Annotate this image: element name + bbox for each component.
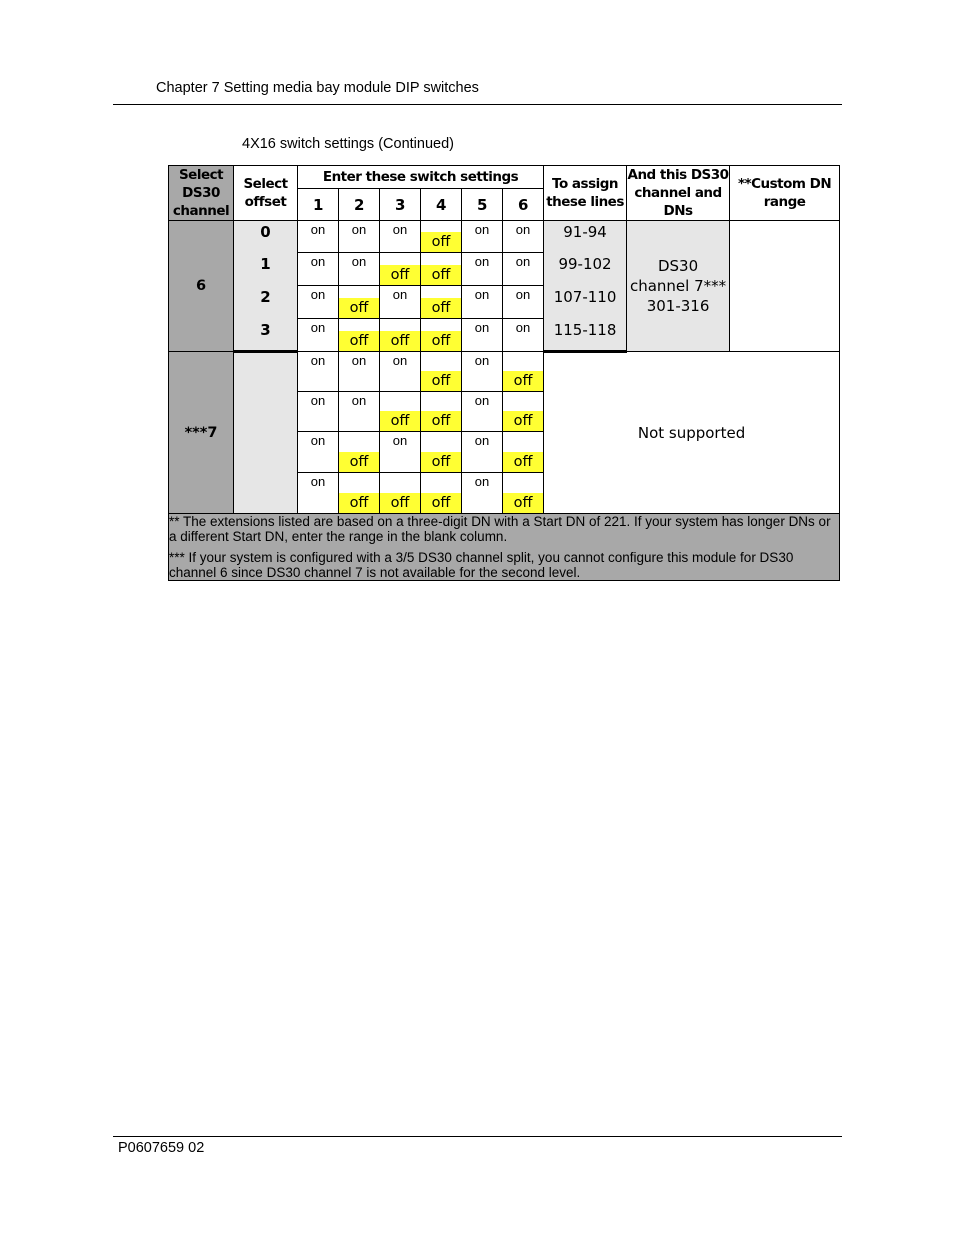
offset-cell: 2 bbox=[234, 286, 298, 319]
switch-setting-cell bbox=[462, 352, 503, 392]
switch-off-label: off bbox=[421, 265, 461, 285]
assign-lines-cell: 99-102 bbox=[544, 253, 627, 286]
header-select-offset: Select offset bbox=[234, 166, 298, 221]
running-header: Chapter 7 Setting media bay module DIP switches bbox=[156, 80, 479, 96]
switch-setting-cell bbox=[339, 473, 380, 514]
switch-setting-cell bbox=[298, 352, 339, 392]
switch-setting-cell bbox=[421, 432, 462, 473]
switch-on-label: on bbox=[351, 254, 367, 269]
switch-on-label: on bbox=[474, 254, 490, 269]
switch-off-label: off bbox=[339, 452, 379, 472]
switch-setting-cell bbox=[462, 473, 503, 514]
offset-cell: 3 bbox=[234, 319, 298, 352]
table-row bbox=[169, 352, 840, 392]
switch-off-label: off bbox=[503, 371, 543, 391]
switch-setting-cell bbox=[503, 253, 544, 286]
switch-setting-cell bbox=[462, 392, 503, 432]
switch-setting-cell bbox=[298, 319, 339, 352]
switch-number: 4 bbox=[421, 189, 462, 221]
switch-on-label: on bbox=[474, 287, 490, 302]
note-ds30-split: *** If your system is configured with a 3/5 DS30 channel split, you cannot configure this module for DS30 channel 6 since DS30 channel 7 is not available for the second level. bbox=[169, 550, 794, 580]
switch-setting-cell bbox=[298, 392, 339, 432]
switch-on-label: on bbox=[392, 433, 408, 448]
header-custom-dn: **Custom DN range bbox=[730, 166, 840, 221]
switch-off-label: off bbox=[421, 298, 461, 318]
switch-setting-cell bbox=[462, 319, 503, 352]
switch-setting-cell bbox=[421, 473, 462, 514]
switch-setting-cell bbox=[339, 432, 380, 473]
switch-on-label: on bbox=[310, 433, 326, 448]
switch-off-label: off bbox=[421, 411, 461, 431]
switch-setting-cell bbox=[380, 319, 421, 352]
assign-lines-cell: 91-94 bbox=[544, 221, 627, 253]
switch-setting-cell bbox=[339, 392, 380, 432]
switch-setting-cell bbox=[380, 432, 421, 473]
offset-cell-empty bbox=[234, 352, 298, 514]
switch-off-label: off bbox=[421, 331, 461, 351]
switch-off-label: off bbox=[339, 298, 379, 318]
switch-off-label: off bbox=[380, 493, 420, 513]
switch-on-label: on bbox=[351, 393, 367, 408]
switch-on-label: on bbox=[310, 287, 326, 302]
switch-setting-cell bbox=[503, 432, 544, 473]
offset-cell: 1 bbox=[234, 253, 298, 286]
switch-on-label: on bbox=[392, 222, 408, 237]
switch-setting-cell bbox=[298, 473, 339, 514]
switch-off-label: off bbox=[503, 411, 543, 431]
switch-on-label: on bbox=[310, 254, 326, 269]
table-caption: 4X16 switch settings (Continued) bbox=[242, 136, 454, 152]
header-ds30-dns: And this DS30 channel and DNs bbox=[627, 167, 729, 219]
switch-setting-cell bbox=[462, 432, 503, 473]
switch-setting-cell bbox=[298, 221, 339, 253]
switch-on-label: on bbox=[515, 320, 531, 335]
switch-off-label: off bbox=[421, 452, 461, 472]
offset-cell: 0 bbox=[234, 221, 298, 253]
switch-on-label: on bbox=[515, 287, 531, 302]
switch-setting-cell bbox=[298, 286, 339, 319]
switch-off-label: off bbox=[380, 265, 420, 285]
switch-on-label: on bbox=[351, 353, 367, 368]
switch-on-label: on bbox=[392, 353, 408, 368]
header-rule bbox=[113, 104, 842, 105]
switch-settings-table bbox=[168, 165, 840, 581]
switch-on-label: on bbox=[474, 474, 490, 489]
switch-setting-cell bbox=[462, 221, 503, 253]
table-row bbox=[169, 221, 840, 253]
switch-on-label: on bbox=[310, 353, 326, 368]
switch-number: 2 bbox=[339, 189, 380, 221]
switch-off-label: off bbox=[339, 493, 379, 513]
not-supported-cell: Not supported bbox=[544, 352, 840, 514]
switch-setting-cell bbox=[339, 221, 380, 253]
switch-on-label: on bbox=[310, 474, 326, 489]
switch-on-label: on bbox=[474, 433, 490, 448]
ds30-text: DS30 bbox=[657, 257, 699, 275]
switch-setting-cell bbox=[421, 392, 462, 432]
switch-setting-cell bbox=[339, 286, 380, 319]
assign-lines-cell: 115-118 bbox=[544, 319, 627, 352]
switch-off-label: off bbox=[339, 331, 379, 351]
switch-setting-cell bbox=[298, 253, 339, 286]
switch-on-label: on bbox=[392, 287, 408, 302]
footer-rule bbox=[113, 1136, 842, 1137]
ds30-text: 301-316 bbox=[646, 297, 710, 315]
switch-off-label: off bbox=[503, 493, 543, 513]
switch-setting-cell bbox=[380, 221, 421, 253]
switch-on-label: on bbox=[474, 353, 490, 368]
switch-setting-cell bbox=[380, 352, 421, 392]
switch-setting-cell bbox=[421, 352, 462, 392]
switch-setting-cell bbox=[380, 286, 421, 319]
switch-setting-cell bbox=[421, 319, 462, 352]
assign-lines-cell: 107-110 bbox=[544, 286, 627, 319]
switch-off-label: off bbox=[503, 452, 543, 472]
switch-setting-cell bbox=[503, 473, 544, 514]
switch-number: 5 bbox=[462, 189, 503, 221]
switch-setting-cell bbox=[380, 473, 421, 514]
document-id: P0607659 02 bbox=[118, 1140, 205, 1156]
switch-off-label: off bbox=[421, 371, 461, 391]
switch-setting-cell bbox=[462, 253, 503, 286]
switch-setting-cell bbox=[503, 286, 544, 319]
channel-6-cell: 6 bbox=[169, 221, 234, 352]
switch-setting-cell bbox=[339, 253, 380, 286]
switch-off-label: off bbox=[380, 411, 420, 431]
switch-setting-cell bbox=[380, 392, 421, 432]
switch-off-label: off bbox=[421, 493, 461, 513]
header-assign-lines: To assign these lines bbox=[544, 166, 627, 221]
switch-setting-cell bbox=[503, 319, 544, 352]
switch-on-label: on bbox=[515, 254, 531, 269]
table-notes bbox=[169, 514, 840, 581]
switch-on-label: on bbox=[310, 393, 326, 408]
custom-dn-cell bbox=[730, 221, 840, 352]
switch-on-label: on bbox=[474, 222, 490, 237]
switch-setting-cell bbox=[462, 286, 503, 319]
note-custom-dn: ** The extensions listed are based on a three-digit DN with a Start DN of 221. If your system has longer DNs or a different Start DN, enter the range in the blank column. bbox=[169, 514, 831, 544]
switch-number: 6 bbox=[503, 189, 544, 221]
switch-on-label: on bbox=[310, 222, 326, 237]
ds30-channel-cell bbox=[627, 221, 730, 352]
switch-number: 1 bbox=[298, 189, 339, 221]
switch-on-label: on bbox=[351, 222, 367, 237]
header-select-channel: Select DS30 channel bbox=[169, 166, 234, 221]
switch-setting-cell bbox=[339, 352, 380, 392]
ds30-text: channel 7*** bbox=[629, 277, 727, 295]
switch-on-label: on bbox=[515, 222, 531, 237]
channel-7-cell: ***7 bbox=[169, 352, 234, 514]
switch-on-label: on bbox=[474, 320, 490, 335]
switch-setting-cell bbox=[380, 253, 421, 286]
switch-number: 3 bbox=[380, 189, 421, 221]
switch-setting-cell bbox=[298, 432, 339, 473]
switch-setting-cell bbox=[421, 253, 462, 286]
switch-off-label: off bbox=[380, 331, 420, 351]
switch-on-label: on bbox=[310, 320, 326, 335]
switch-setting-cell bbox=[503, 221, 544, 253]
switch-setting-cell bbox=[503, 352, 544, 392]
switch-setting-cell bbox=[339, 319, 380, 352]
switch-on-label: on bbox=[474, 393, 490, 408]
switch-setting-cell bbox=[421, 286, 462, 319]
switch-setting-cell bbox=[503, 392, 544, 432]
switch-setting-cell bbox=[421, 221, 462, 253]
header-switch-settings: Enter these switch settings bbox=[298, 166, 544, 189]
switch-off-label: off bbox=[421, 232, 461, 252]
